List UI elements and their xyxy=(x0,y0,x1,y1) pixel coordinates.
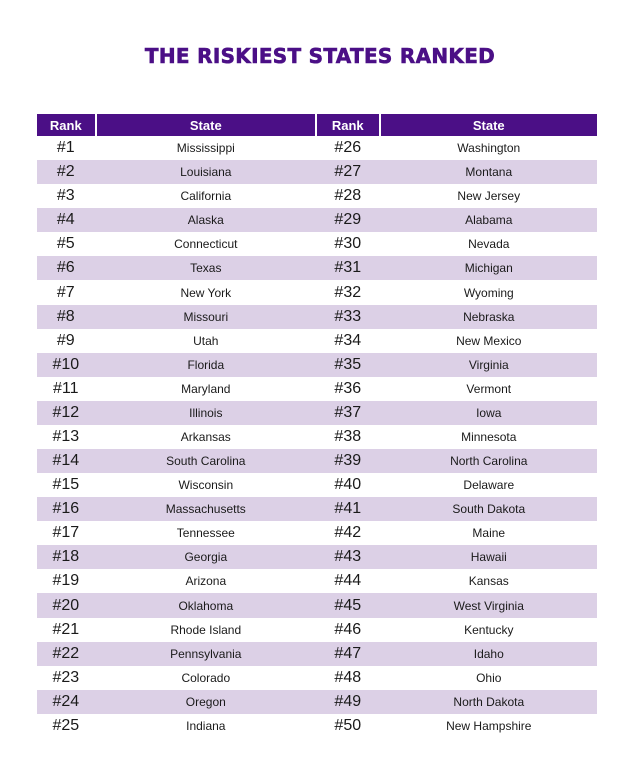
state-right-cell: Montana xyxy=(465,165,513,180)
rank-left-cell: #4 xyxy=(56,211,75,229)
state-left-cell: Tennessee xyxy=(176,526,235,541)
rank-left-cell: #24 xyxy=(52,692,80,710)
state-left-cell: Arizona xyxy=(185,574,227,589)
table-row xyxy=(37,521,597,545)
state-right-cell: Nebraska xyxy=(463,309,515,324)
rank-right-cell: #38 xyxy=(334,427,362,445)
table-row xyxy=(37,618,597,642)
page-title: THE RISKIEST STATES RANKED xyxy=(144,44,496,68)
rank-left-cell: #14 xyxy=(52,452,80,470)
state-left-cell: Louisiana xyxy=(180,165,232,180)
state-left-cell: Utah xyxy=(193,333,219,348)
table-row xyxy=(37,714,597,738)
state-right-cell: Virginia xyxy=(468,357,509,372)
state-right-cell: Michigan xyxy=(464,261,513,276)
header-rank-right: Rank xyxy=(331,117,364,133)
state-left-cell: Rhode Island xyxy=(170,622,242,637)
rank-left-cell: #13 xyxy=(52,427,80,445)
state-right-cell: Maine xyxy=(472,526,506,541)
state-right-cell: North Carolina xyxy=(450,454,528,469)
rank-right-cell: #49 xyxy=(334,692,362,710)
rank-left-cell: #8 xyxy=(56,307,75,325)
rank-right-cell: #46 xyxy=(334,620,362,638)
rank-left-cell: #1 xyxy=(56,139,75,157)
table-row xyxy=(37,232,597,256)
rank-left-cell: #10 xyxy=(52,355,80,373)
header-rank-left: Rank xyxy=(49,117,82,133)
state-right-cell: Kentucky xyxy=(464,622,514,637)
rank-left-cell: #12 xyxy=(52,403,80,421)
rank-right-cell: #34 xyxy=(334,331,362,349)
rank-left-cell: #2 xyxy=(56,163,75,181)
table-row xyxy=(37,280,597,304)
rank-left-cell: #19 xyxy=(52,572,80,590)
rank-left-cell: #7 xyxy=(56,283,75,301)
state-right-cell: New Mexico xyxy=(456,333,522,348)
rank-right-cell: #47 xyxy=(334,644,362,662)
table-row xyxy=(37,136,597,160)
state-right-cell: Vermont xyxy=(466,381,512,396)
table-row xyxy=(37,473,597,497)
table-row xyxy=(37,208,597,232)
state-left-cell: Maryland xyxy=(181,381,231,396)
table-row xyxy=(37,497,597,521)
rank-left-cell: #20 xyxy=(52,596,80,614)
rank-right-cell: #42 xyxy=(334,524,362,542)
rank-right-cell: #29 xyxy=(334,211,362,229)
rank-right-cell: #44 xyxy=(334,572,362,590)
state-right-cell: New Hampshire xyxy=(446,718,532,733)
state-right-cell: West Virginia xyxy=(453,598,524,613)
state-right-cell: Hawaii xyxy=(470,550,507,565)
rank-left-cell: #25 xyxy=(52,716,80,734)
state-right-cell: Idaho xyxy=(473,646,504,661)
state-right-cell: Ohio xyxy=(476,670,502,685)
state-left-cell: New York xyxy=(180,285,232,300)
table-row xyxy=(37,256,597,280)
table-row xyxy=(37,353,597,377)
table-row xyxy=(37,160,597,184)
rank-left-cell: #16 xyxy=(52,500,80,518)
table-row xyxy=(37,329,597,353)
table-row xyxy=(37,545,597,569)
state-left-cell: Florida xyxy=(187,357,225,372)
state-left-cell: Texas xyxy=(190,261,222,276)
state-right-cell: North Dakota xyxy=(453,694,525,709)
rank-left-cell: #5 xyxy=(56,235,75,253)
rank-right-cell: #41 xyxy=(334,500,362,518)
rank-right-cell: #50 xyxy=(334,716,362,734)
rank-left-cell: #17 xyxy=(52,524,80,542)
rank-right-cell: #37 xyxy=(334,403,362,421)
table-row xyxy=(37,425,597,449)
state-left-cell: Missouri xyxy=(183,309,229,324)
table-row xyxy=(37,401,597,425)
rank-right-cell: #36 xyxy=(334,379,362,397)
state-left-cell: California xyxy=(180,189,232,204)
state-left-cell: Oklahoma xyxy=(178,598,234,613)
table-row xyxy=(37,449,597,473)
state-left-cell: Indiana xyxy=(186,718,226,733)
state-left-cell: Mississippi xyxy=(176,141,235,156)
state-left-cell: Illinois xyxy=(189,405,223,420)
rank-left-cell: #22 xyxy=(52,644,80,662)
rank-left-cell: #9 xyxy=(56,331,75,349)
table-header xyxy=(37,114,597,136)
rank-right-cell: #40 xyxy=(334,476,362,494)
state-left-cell: Georgia xyxy=(184,550,228,565)
rank-right-cell: #30 xyxy=(334,235,362,253)
rank-left-cell: #23 xyxy=(52,668,80,686)
header-state-right: State xyxy=(472,117,505,133)
table-row xyxy=(37,642,597,666)
rank-left-cell: #15 xyxy=(52,476,80,494)
rank-left-cell: #11 xyxy=(53,379,79,397)
state-left-cell: Alaska xyxy=(187,213,224,228)
rank-right-cell: #33 xyxy=(334,307,362,325)
state-left-cell: Colorado xyxy=(181,670,231,685)
state-right-cell: South Dakota xyxy=(452,502,526,517)
table-row xyxy=(37,666,597,690)
rank-right-cell: #45 xyxy=(334,596,362,614)
rank-right-cell: #48 xyxy=(334,668,362,686)
state-left-cell: South Carolina xyxy=(166,454,246,469)
header-state-left: State xyxy=(189,117,222,133)
rank-right-cell: #39 xyxy=(334,452,362,470)
rank-right-cell: #27 xyxy=(334,163,362,181)
rank-right-cell: #31 xyxy=(334,259,362,277)
state-left-cell: Connecticut xyxy=(174,237,238,252)
rank-right-cell: #43 xyxy=(334,548,362,566)
table-row xyxy=(37,305,597,329)
state-right-cell: Delaware xyxy=(463,478,515,493)
state-left-cell: Massachusetts xyxy=(165,502,246,517)
table-row xyxy=(37,593,597,617)
state-left-cell: Wisconsin xyxy=(178,478,234,493)
state-left-cell: Pennsylvania xyxy=(170,646,242,661)
rank-left-cell: #6 xyxy=(56,259,75,277)
table-row xyxy=(37,184,597,208)
rank-right-cell: #26 xyxy=(334,139,362,157)
rank-right-cell: #28 xyxy=(334,187,362,205)
state-right-cell: Minnesota xyxy=(461,429,517,444)
state-right-cell: Wyoming xyxy=(463,285,514,300)
rank-right-cell: #35 xyxy=(334,355,362,373)
table-row xyxy=(37,569,597,593)
rank-left-cell: #21 xyxy=(52,620,80,638)
state-right-cell: Alabama xyxy=(465,213,513,228)
table-row xyxy=(37,377,597,401)
state-right-cell: Washington xyxy=(457,141,521,156)
rank-left-cell: #18 xyxy=(52,548,80,566)
rankings-table xyxy=(37,114,597,738)
state-left-cell: Oregon xyxy=(185,694,226,709)
state-right-cell: Iowa xyxy=(476,405,502,420)
state-right-cell: New Jersey xyxy=(457,189,521,204)
rank-right-cell: #32 xyxy=(334,283,362,301)
rank-left-cell: #3 xyxy=(56,187,75,205)
state-right-cell: Nevada xyxy=(468,237,510,252)
table-body xyxy=(37,136,597,738)
table-row xyxy=(37,690,597,714)
state-right-cell: Kansas xyxy=(468,574,509,589)
state-left-cell: Arkansas xyxy=(180,429,231,444)
